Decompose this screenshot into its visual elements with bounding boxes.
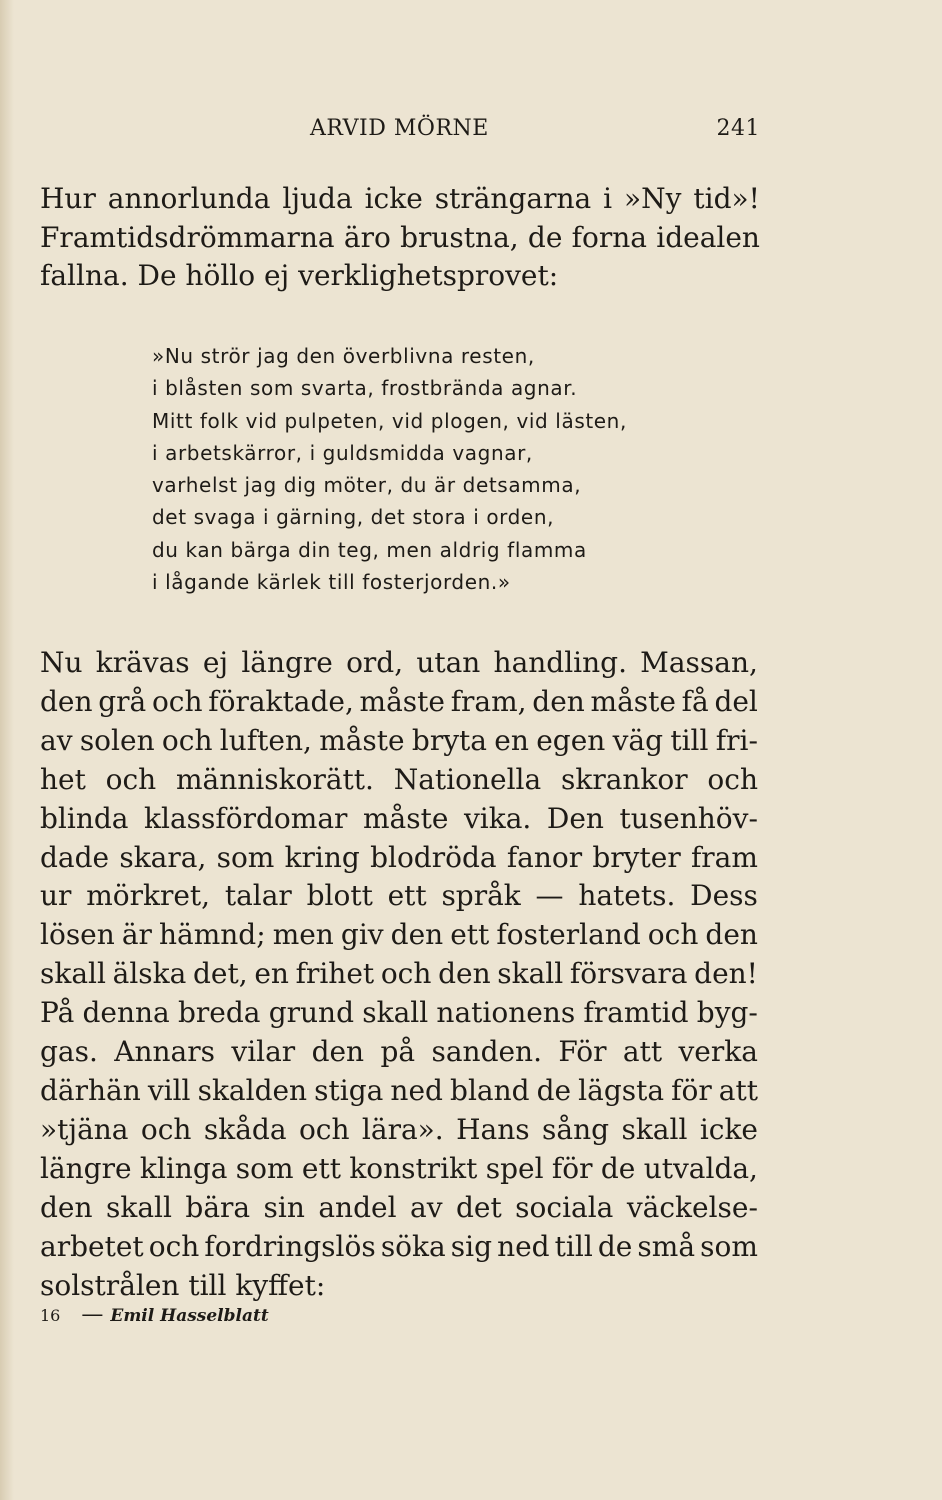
word: Hur	[40, 182, 96, 215]
word: den!	[694, 957, 758, 991]
body-line	[40, 1189, 758, 1228]
word: skara,	[119, 840, 207, 874]
word: den	[311, 1035, 365, 1069]
body-line	[40, 1072, 758, 1111]
word: bryta	[411, 723, 487, 757]
word: solstrålen	[40, 1268, 189, 1302]
word: fallna.	[40, 259, 138, 292]
word: och	[151, 684, 203, 718]
word: bryter	[592, 840, 681, 874]
word: till	[670, 723, 709, 757]
word: är	[121, 918, 152, 952]
word: fram,	[450, 684, 527, 718]
word: denna	[82, 996, 170, 1030]
page-header	[40, 116, 760, 146]
poem-line: varhelst jag dig möter, du är detsamma,	[152, 473, 582, 498]
word: hatets.	[578, 879, 676, 913]
word: Massan,	[640, 646, 758, 679]
word: fri-	[715, 723, 758, 757]
word: skall	[105, 1190, 172, 1224]
word: grå	[98, 684, 147, 718]
body-line	[40, 1267, 758, 1306]
word: måste	[362, 801, 449, 835]
word: arbetet	[40, 1229, 144, 1263]
word: små	[637, 1229, 696, 1263]
word: ej	[263, 259, 299, 292]
word: som	[700, 1229, 758, 1263]
word: föraktade,	[208, 684, 354, 718]
word: en	[494, 723, 529, 757]
word: av	[40, 723, 73, 757]
word: ur	[40, 879, 72, 913]
word: höllo	[185, 259, 264, 292]
word: och	[298, 1112, 350, 1146]
word: de	[597, 1229, 633, 1263]
word: försvara	[569, 957, 688, 991]
word: Annars	[114, 1035, 215, 1069]
word: Nu	[40, 646, 83, 679]
word: bära	[185, 1190, 251, 1224]
poem-line: Mitt folk vid pulpeten, vid plogen, vid lästen,	[152, 408, 627, 433]
word: som	[216, 840, 275, 874]
body-line	[40, 839, 758, 878]
word: icke	[364, 182, 423, 215]
word: ord,	[346, 646, 404, 679]
word: För	[558, 1035, 607, 1069]
word: stiga	[314, 1073, 384, 1107]
word: skall	[362, 996, 429, 1030]
word: tusenhöv-	[619, 801, 758, 835]
body-line	[40, 994, 758, 1033]
word: ned	[390, 1073, 443, 1107]
word: sig	[450, 1229, 493, 1263]
word: de	[527, 220, 563, 254]
word: sång	[542, 1112, 610, 1146]
body-line	[40, 722, 758, 761]
word: »Ny	[624, 182, 682, 215]
word: den	[705, 918, 758, 952]
word: blodröda	[370, 840, 497, 874]
word: hämnd;	[158, 918, 266, 952]
word: nationens	[436, 996, 576, 1030]
word: skrankor	[560, 762, 688, 796]
intro-line	[40, 219, 760, 258]
word: som	[235, 1151, 294, 1185]
word: språk	[441, 879, 521, 913]
word: och	[105, 762, 157, 796]
word: framtid	[583, 996, 689, 1030]
word: människorätt.	[176, 762, 374, 796]
word: vilar	[231, 1035, 296, 1069]
body-line	[40, 644, 758, 683]
word: den	[532, 684, 585, 718]
word: icke	[699, 1112, 758, 1146]
word: skalden	[197, 1073, 308, 1107]
running-head: ARVID MÖRNE	[310, 116, 489, 141]
word: den	[40, 1190, 93, 1224]
word: att	[718, 1073, 758, 1107]
word: men	[272, 918, 334, 952]
word: fordringslös	[204, 1229, 376, 1263]
word: och	[707, 762, 758, 796]
word: den	[438, 957, 491, 991]
word: skåda	[203, 1112, 287, 1146]
word: Dess	[690, 879, 758, 913]
word: del	[714, 684, 758, 718]
word: andel	[318, 1190, 397, 1224]
word: Den	[546, 801, 604, 835]
word: —	[535, 879, 564, 913]
word: fram	[690, 840, 758, 874]
body-line	[40, 1228, 758, 1267]
poem-line: i blåsten som svarta, frostbrända agnar.	[152, 376, 578, 401]
word: längre	[40, 1151, 132, 1185]
word: måste	[359, 684, 445, 718]
word: grund	[268, 996, 355, 1030]
word: sociala	[515, 1190, 614, 1224]
word: kyffet:	[235, 1268, 326, 1302]
word: ej	[202, 646, 229, 679]
word: lägsta	[578, 1073, 665, 1107]
word: ned	[497, 1229, 550, 1263]
word: sin	[263, 1190, 305, 1224]
word: och	[148, 1229, 200, 1263]
word: kring	[284, 840, 360, 874]
word: mörkret,	[86, 879, 211, 913]
word: skall	[40, 957, 106, 991]
body-line	[40, 877, 758, 916]
word: tid»!	[693, 182, 760, 215]
word: bland	[450, 1073, 530, 1107]
poem-line: det svaga i gärning, det stora i orden,	[152, 505, 555, 530]
word: dade	[40, 840, 110, 874]
word: längre	[241, 646, 333, 679]
body-line	[40, 955, 758, 994]
word: annorlunda	[107, 182, 271, 215]
footer-author: Emil Hasselblatt	[110, 1306, 269, 1326]
word: fanor	[506, 840, 583, 874]
word: spel	[485, 1151, 544, 1185]
word: den	[390, 918, 444, 952]
poem-line: i lågande kärlek till fosterjorden.»	[152, 570, 511, 595]
word: det,	[192, 957, 248, 991]
word: för	[551, 1151, 593, 1185]
word: det	[455, 1190, 502, 1224]
word: verka	[678, 1035, 758, 1069]
word: fosterland	[496, 918, 641, 952]
body-paragraph	[40, 644, 758, 1305]
word: den	[40, 684, 93, 718]
word: och	[161, 723, 213, 757]
word: och	[380, 957, 432, 991]
word: verklighetsprovet:	[298, 259, 559, 292]
word: att	[622, 1035, 663, 1069]
body-line	[40, 1033, 758, 1072]
word: egen	[536, 723, 606, 757]
poem-line: »Nu strör jag den överblivna resten,	[152, 344, 535, 368]
intro-line	[40, 257, 760, 296]
word: för	[671, 1073, 712, 1107]
word: brustna,	[400, 220, 519, 254]
page-number: 241	[716, 116, 760, 141]
word: utan	[416, 646, 481, 679]
word: äro	[343, 220, 391, 254]
intro-line	[40, 180, 760, 219]
body-line	[40, 916, 758, 955]
word: och	[140, 1112, 192, 1146]
word: på	[380, 1035, 416, 1069]
body-line	[40, 761, 758, 800]
word: Framtidsdrömmarna	[40, 220, 335, 254]
word: Hans	[456, 1112, 530, 1146]
word: giv	[340, 918, 384, 952]
word: het	[40, 762, 86, 796]
word: väckelse-	[626, 1190, 758, 1224]
body-line	[40, 1111, 758, 1150]
word: idealen	[656, 220, 760, 254]
word: en	[254, 957, 289, 991]
word: av	[410, 1190, 443, 1224]
poem-line: i arbetskärror, i guldsmidda vagnar,	[152, 440, 533, 465]
word: lära».	[361, 1112, 444, 1146]
word: sanden.	[431, 1035, 542, 1069]
word: blott	[306, 879, 373, 913]
word: forna	[571, 220, 648, 254]
word: De	[137, 259, 186, 292]
word: de	[536, 1073, 572, 1107]
body-line	[40, 1150, 758, 1189]
word: måste	[319, 723, 405, 757]
word: vika.	[463, 801, 532, 835]
word: blinda	[40, 801, 129, 835]
word: älska	[112, 957, 187, 991]
word: och	[647, 918, 699, 952]
word: utvalda,	[643, 1151, 758, 1185]
word: byg-	[696, 996, 758, 1030]
word: frihet	[295, 957, 375, 991]
word: »tjäna	[40, 1112, 129, 1146]
word: till	[188, 1268, 236, 1302]
word: klinga	[139, 1151, 228, 1185]
word: måste	[590, 684, 676, 718]
word: Nationella	[393, 762, 542, 796]
word: ett	[450, 918, 490, 952]
footer-dash: —	[81, 1302, 104, 1327]
poem-quote	[152, 340, 672, 598]
word: ett	[301, 1151, 341, 1185]
signature-mark: 16	[40, 1306, 61, 1325]
intro-paragraph	[40, 180, 760, 296]
word: handling.	[493, 646, 627, 679]
word: skall	[621, 1112, 688, 1146]
word: lösen	[40, 918, 115, 952]
word: solen	[79, 723, 155, 757]
word: krävas	[95, 646, 190, 679]
body-line	[40, 683, 758, 722]
word: de	[600, 1151, 636, 1185]
word: ett	[387, 879, 427, 913]
word: söka	[380, 1229, 446, 1263]
word: På	[40, 996, 75, 1030]
page-edge	[0, 0, 14, 1500]
word: i	[603, 182, 613, 215]
page-footer	[40, 1302, 269, 1327]
word: klassfördomar	[144, 801, 348, 835]
word: strängarna	[434, 182, 592, 215]
word: till	[554, 1229, 593, 1263]
word: gas.	[40, 1035, 98, 1069]
word: breda	[177, 996, 261, 1030]
poem-line: du kan bärga din teg, men aldrig flamma	[152, 537, 587, 562]
body-line	[40, 800, 758, 839]
word: ljuda	[282, 182, 353, 215]
word: talar	[224, 879, 292, 913]
word: skall	[497, 957, 564, 991]
word: få	[681, 684, 709, 718]
word: luften,	[219, 723, 312, 757]
word: konstrikt	[349, 1151, 478, 1185]
word: vill	[147, 1073, 191, 1107]
word: därhän	[40, 1073, 141, 1107]
word: väg	[612, 723, 664, 757]
